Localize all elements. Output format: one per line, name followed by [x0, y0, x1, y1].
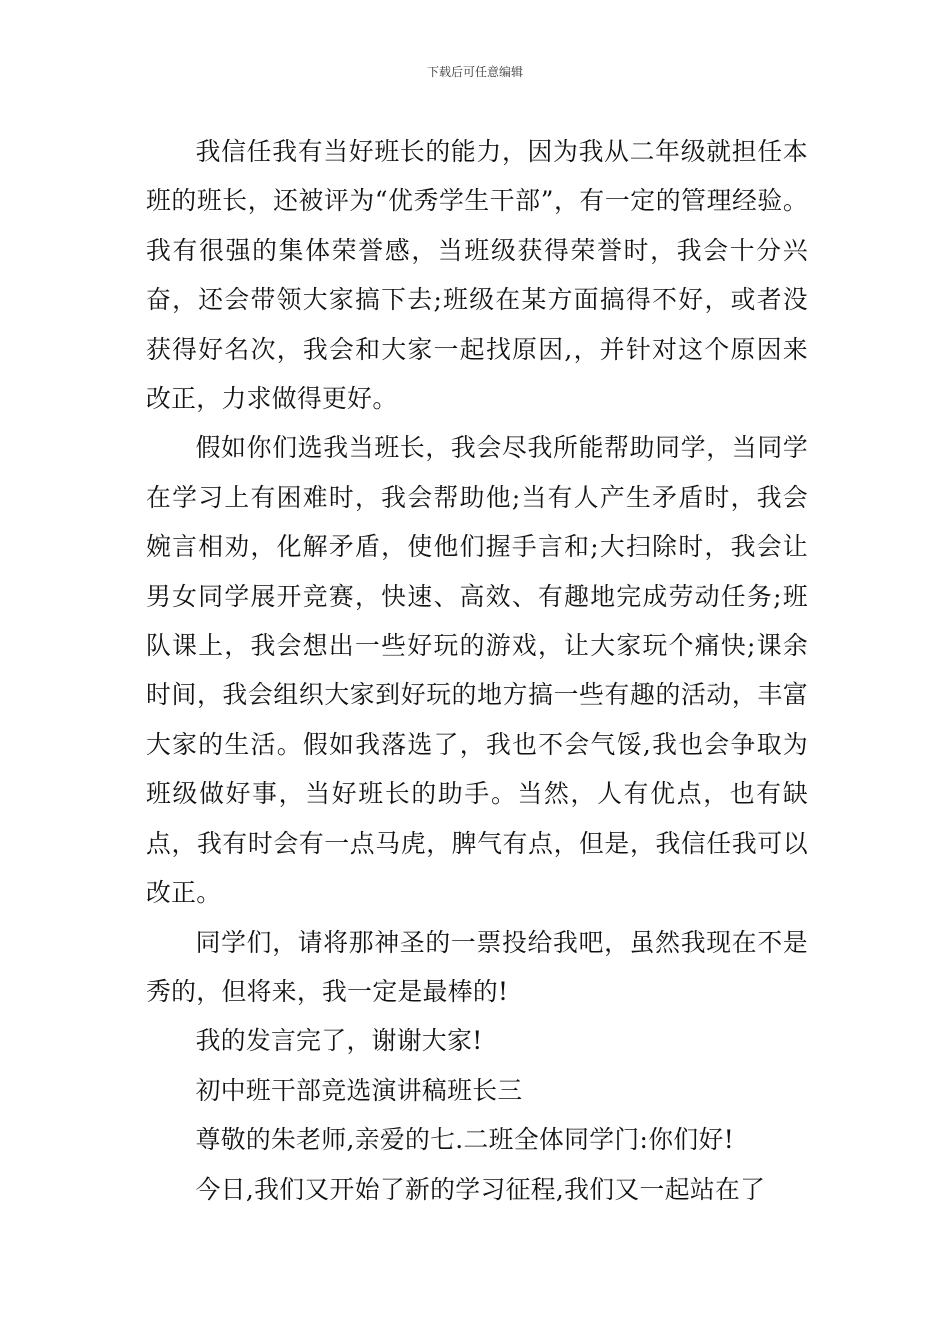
paragraph-appeal: 同学们，请将那神圣的一票投给我吧，虽然我现在不是秀的，但将来，我一定是最棒的!	[146, 927, 808, 1006]
paragraph-plans: 假如你们选我当班长，我会尽我所能帮助同学，当同学在学习上有困难时，我会帮助他;当有人产生矛盾时，我会婉言相劝，化解矛盾，使他们握手言和;大扫除时，我会让男女同学展开竞赛，快速、高效、有趣地完成劳动任务;班队课上，我会想出一些好玩的游戏，让大家玩个痛快;课余时间，我会组织大家到好玩的地方搞一些有趣的活动，丰富大家的生活。假如我落选了，我也不会气馁,我也会争取为班级做好事，当好班长的助手。当然，人有优点，也有缺点，我有时会有一点马虎，脾气有点，但是，我信任我可以改正。	[146, 433, 808, 908]
paragraph-qualifications: 我信任我有当好班长的能力，因为我从二年级就担任本班的班长，还被评为“优秀学生干部”，有一定的管理经验。我有很强的集体荣誉感，当班级获得荣誉时，我会十分兴奋，还会带领大家搞下去;班级在某方面搞得不好，或者没获得好名次，我会和大家一起找原因,，并针对这个原因来改正，力求做得更好。	[146, 137, 808, 414]
document-body	[146, 127, 808, 1214]
section-title: 初中班干部竞选演讲稿班长三	[195, 1075, 523, 1105]
paragraph-greeting: 尊敬的朱老师,亲爱的七.二班全体同学门:你们好!	[195, 1125, 735, 1155]
paragraph-opening: 今日,我们又开始了新的学习征程,我们又一起站在了	[195, 1174, 766, 1204]
page-header-note: 下载后可任意编辑	[426, 65, 523, 79]
paragraph-closing: 我的发言完了，谢谢大家!	[195, 1026, 483, 1056]
